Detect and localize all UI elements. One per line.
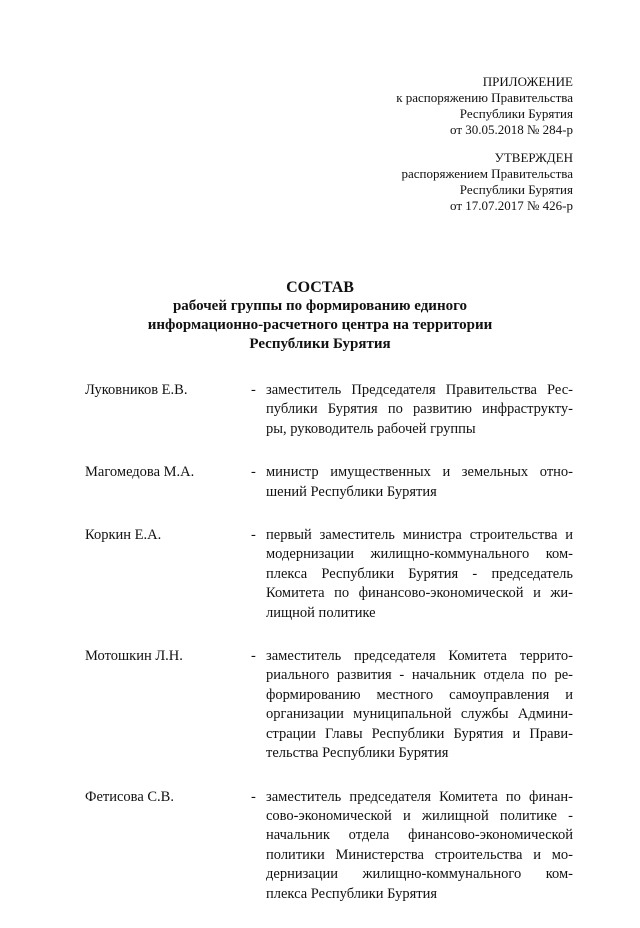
member-role-line: риального развития - начальник отдела по ре- [266, 667, 573, 684]
appendix-block [396, 74, 573, 138]
title-line-3: Республики Бурятия [249, 336, 391, 352]
member-role-line: плекса Республики Бурятия [266, 885, 438, 902]
member-name: Мотошкин Л.Н. [85, 648, 183, 665]
approved-line-1: распоряжением Правительства [401, 166, 573, 181]
appendix-line-2: Республики Бурятия [459, 106, 573, 121]
document-title [0, 278, 640, 354]
member-role [266, 463, 573, 502]
member-list [85, 381, 575, 928]
member-role [266, 788, 573, 904]
member-dash: - [251, 382, 256, 398]
member-row [85, 788, 575, 904]
member-role-line: шений Республики Бурятия [266, 483, 437, 500]
title-line-1: рабочей группы по формированию единого [172, 298, 468, 314]
member-role-line: плекса Республики Бурятия - председатель [266, 565, 573, 582]
approved-line-3: от 17.07.2017 № 426-р [450, 198, 573, 213]
title-heading: СОСТАВ [286, 279, 354, 296]
approved-line-2: Республики Бурятия [459, 182, 573, 197]
member-role-line: заместитель председателя Комитета по финан- [266, 788, 573, 805]
member-role-line: министр имущественных и земельных отно- [266, 464, 573, 481]
member-row [85, 381, 575, 439]
member-role-line: модернизации жилищно-коммунального ком- [266, 546, 573, 563]
member-name: Луковников Е.В. [85, 382, 188, 398]
member-role-line: страции Главы Республики Бурятия и Прави- [266, 725, 573, 742]
member-row [85, 526, 575, 623]
member-role-line: первый заместитель министра строительства и [266, 527, 573, 544]
title-line-2: информационно-расчетного центра на территории [147, 317, 493, 333]
member-dash: - [251, 648, 256, 665]
member-role-line: заместитель председателя Комитета террито- [266, 648, 573, 665]
approved-label: УТВЕРЖДЕН [494, 150, 573, 165]
member-role-line: Комитета по финансово-экономической и жи- [266, 585, 573, 602]
member-dash: - [251, 527, 256, 544]
appendix-line-3: от 30.05.2018 № 284-р [450, 122, 573, 137]
member-role-line: дернизации жилищно-коммунального ком- [266, 866, 573, 883]
appendix-line-1: к распоряжению Правительства [396, 90, 573, 105]
member-role-line: заместитель Председателя Правительства Рес- [266, 382, 573, 398]
member-role-line: ры, руководитель рабочей группы [266, 420, 476, 437]
member-role [266, 647, 573, 763]
member-role-line: политики Министерства строительства и мо- [266, 846, 573, 863]
member-dash: - [251, 788, 256, 805]
member-role-line: начальник отдела финансово-экономической [266, 827, 573, 844]
member-dash: - [251, 464, 256, 481]
member-name: Магомедова М.А. [85, 464, 195, 481]
member-role [266, 381, 573, 439]
member-role-line: публики Бурятия по развитию инфраструкту- [266, 401, 573, 418]
member-row [85, 463, 575, 502]
member-role-line: организации муниципальной службы Админи- [266, 706, 573, 723]
member-role [266, 526, 573, 623]
appendix-label: ПРИЛОЖЕНИЕ [482, 74, 573, 89]
member-row [85, 647, 575, 763]
member-role-line: тельства Республики Бурятия [266, 745, 449, 762]
member-role-line: сово-экономической и жилищной политике - [266, 807, 573, 824]
member-role-line: лищной политике [266, 604, 376, 621]
member-name: Фетисова С.В. [85, 788, 174, 805]
approved-block [401, 150, 573, 214]
member-name: Коркин Е.А. [85, 527, 162, 544]
member-role-line: формированию местного самоуправления и [266, 686, 573, 703]
